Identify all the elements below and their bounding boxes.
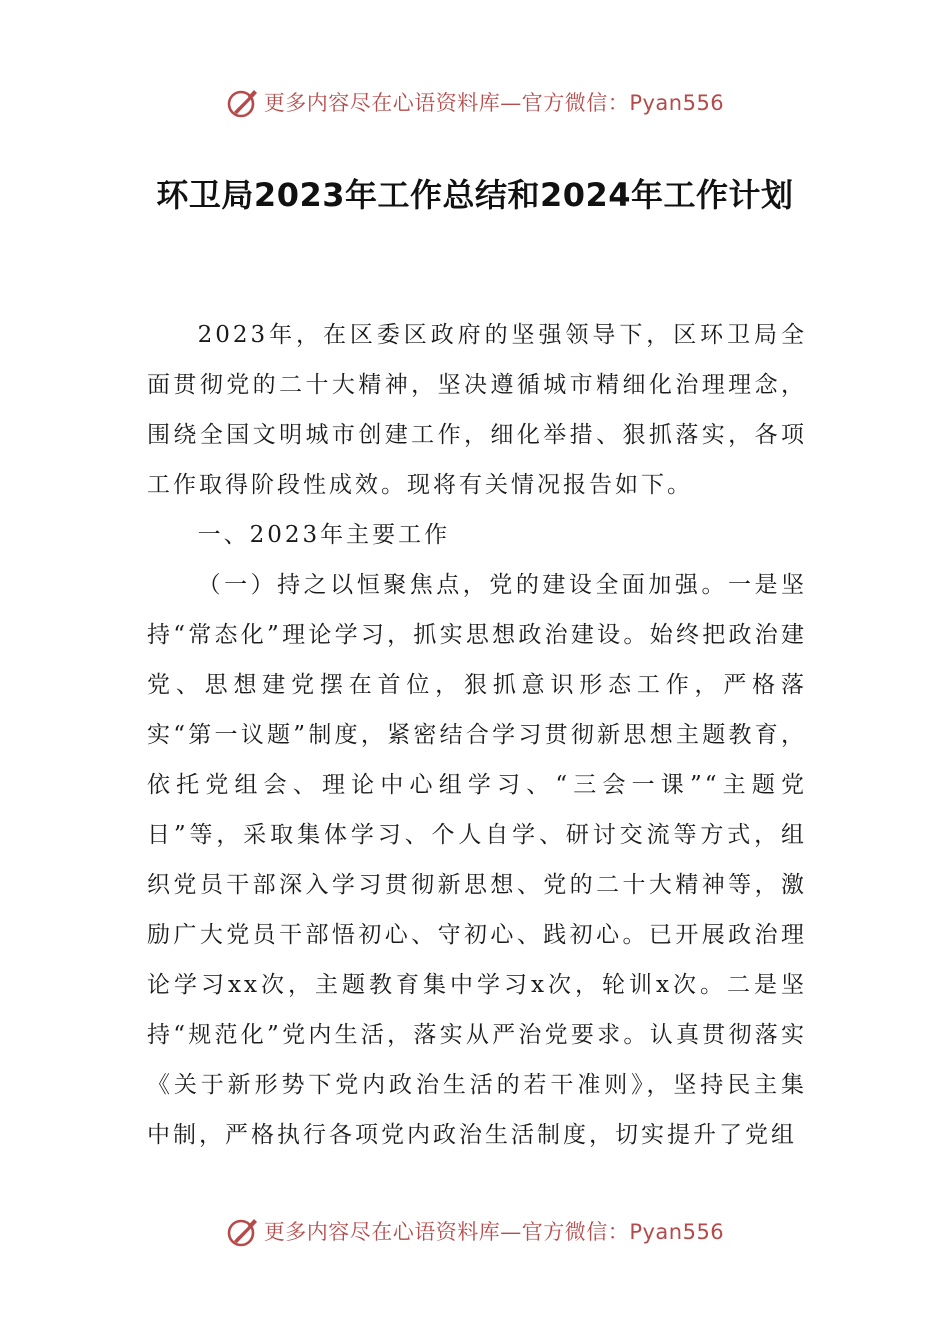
watermark-text: 更多内容尽在心语资料库—官方微信：Pyan556 (263, 91, 725, 115)
quill-logo-icon (226, 1214, 260, 1248)
document-body (147, 310, 807, 1160)
quill-logo-icon (226, 85, 260, 119)
watermark-handle: Pyan556 (629, 1220, 725, 1244)
section-heading: 一、2023年主要工作 (197, 522, 451, 548)
watermark-text: 更多内容尽在心语资料库—官方微信：Pyan556 (263, 1220, 725, 1244)
watermark-banner-bottom (0, 1211, 950, 1251)
section-paragraph: （一）持之以恒聚焦点，党的建设全面加强。一是坚持“常态化”理论学习，抓实思想政治建设。始终把政治建党、思想建党摆在首位，狠抓意识形态工作，严格落实“第一议题”制度，紧密结合学习贯彻新思想主题教育，依托党组会、理论中心组学习、“三会一课”“主题党日”等，采取集体学习、个人自学、研讨交流等方式，组织党员干部深入学习贯彻新思想、党的二十大精神等，激励广大党员干部悟初心、守初心、践初心。已开展政治理论学习xx次，主题教育集中学习x次，轮训x次。二是坚持“规范化”党内生活，落实从严治党要求。认真贯彻落实《关于新形势下党内政治生活的若干准则》，坚持民主集中制，严格执行各项党内政治生活制度，切实提升了党组 (147, 572, 807, 1148)
document-title: 环卫局2023年工作总结和2024年工作计划 (156, 176, 794, 214)
intro-paragraph: 2023年，在区委区政府的坚强领导下，区环卫局全面贯彻党的二十大精神，坚决遵循城市精细化治理理念，围绕全国文明城市创建工作，细化举措、狠抓落实，各项工作取得阶段性成效。现将有关情况报告如下。 (147, 322, 807, 498)
watermark-handle: Pyan556 (629, 91, 725, 115)
watermark-banner-top (0, 82, 950, 122)
